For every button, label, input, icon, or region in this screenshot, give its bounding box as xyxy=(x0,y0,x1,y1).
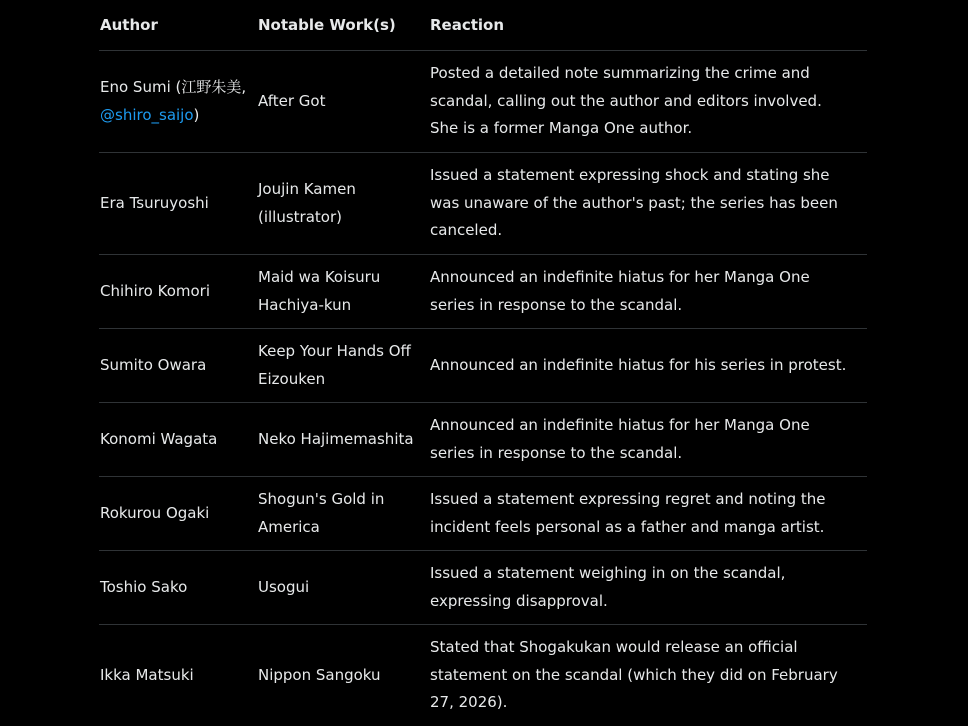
works-cell: After Got xyxy=(257,51,429,153)
author-cell: Sumito Owara xyxy=(99,329,257,403)
author-cell xyxy=(99,51,257,153)
table-row xyxy=(99,255,867,329)
author-cell: Era Tsuruyoshi xyxy=(99,153,257,255)
table-row xyxy=(99,625,867,726)
reaction-cell: Posted a detailed note summarizing the crime and scandal, calling out the author and editors involved. She is a former Manga One author. xyxy=(429,51,867,153)
table-row xyxy=(99,153,867,255)
reaction-cell: Stated that Shogakukan would release an official statement on the scandal (which they did on February 27, 2026). xyxy=(429,625,867,726)
author-cell: Toshio Sako xyxy=(99,551,257,625)
reaction-cell: Issued a statement weighing in on the scandal, expressing disapproval. xyxy=(429,551,867,625)
works-cell: Keep Your Hands Off Eizouken xyxy=(257,329,429,403)
table-row xyxy=(99,329,867,403)
table-header-row xyxy=(99,0,867,51)
works-cell: Neko Hajimemashita xyxy=(257,403,429,477)
column-header-reaction: Reaction xyxy=(429,0,867,51)
table-row xyxy=(99,551,867,625)
reaction-cell: Announced an indefinite hiatus for her Manga One series in response to the scandal. xyxy=(429,255,867,329)
author-cell: Rokurou Ogaki xyxy=(99,477,257,551)
table-row xyxy=(99,51,867,153)
reactions-table xyxy=(99,0,867,726)
author-cell: Ikka Matsuki xyxy=(99,625,257,726)
author-handle-suffix: ) xyxy=(194,106,200,124)
reactions-table-container xyxy=(99,0,867,726)
reaction-cell: Issued a statement expressing regret and noting the incident feels personal as a father and manga artist. xyxy=(429,477,867,551)
works-cell: Nippon Sangoku xyxy=(257,625,429,726)
reaction-cell: Issued a statement expressing shock and stating she was unaware of the author's past; the series has been canceled. xyxy=(429,153,867,255)
works-cell: Usogui xyxy=(257,551,429,625)
works-cell: Shogun's Gold in America xyxy=(257,477,429,551)
column-header-notable-works: Notable Work(s) xyxy=(257,0,429,51)
column-header-author: Author xyxy=(99,0,257,51)
author-cell: Konomi Wagata xyxy=(99,403,257,477)
author-cell: Chihiro Komori xyxy=(99,255,257,329)
author-handle-link[interactable]: @shiro_saijo xyxy=(100,106,194,124)
works-cell: Maid wa Koisuru Hachiya-kun xyxy=(257,255,429,329)
reaction-cell: Announced an indefinite hiatus for his series in protest. xyxy=(429,329,867,403)
reaction-cell: Announced an indefinite hiatus for her Manga One series in response to the scandal. xyxy=(429,403,867,477)
author-name: Eno Sumi (江野朱美, xyxy=(100,78,246,96)
table-row xyxy=(99,403,867,477)
works-cell: Joujin Kamen (illustrator) xyxy=(257,153,429,255)
table-row xyxy=(99,477,867,551)
